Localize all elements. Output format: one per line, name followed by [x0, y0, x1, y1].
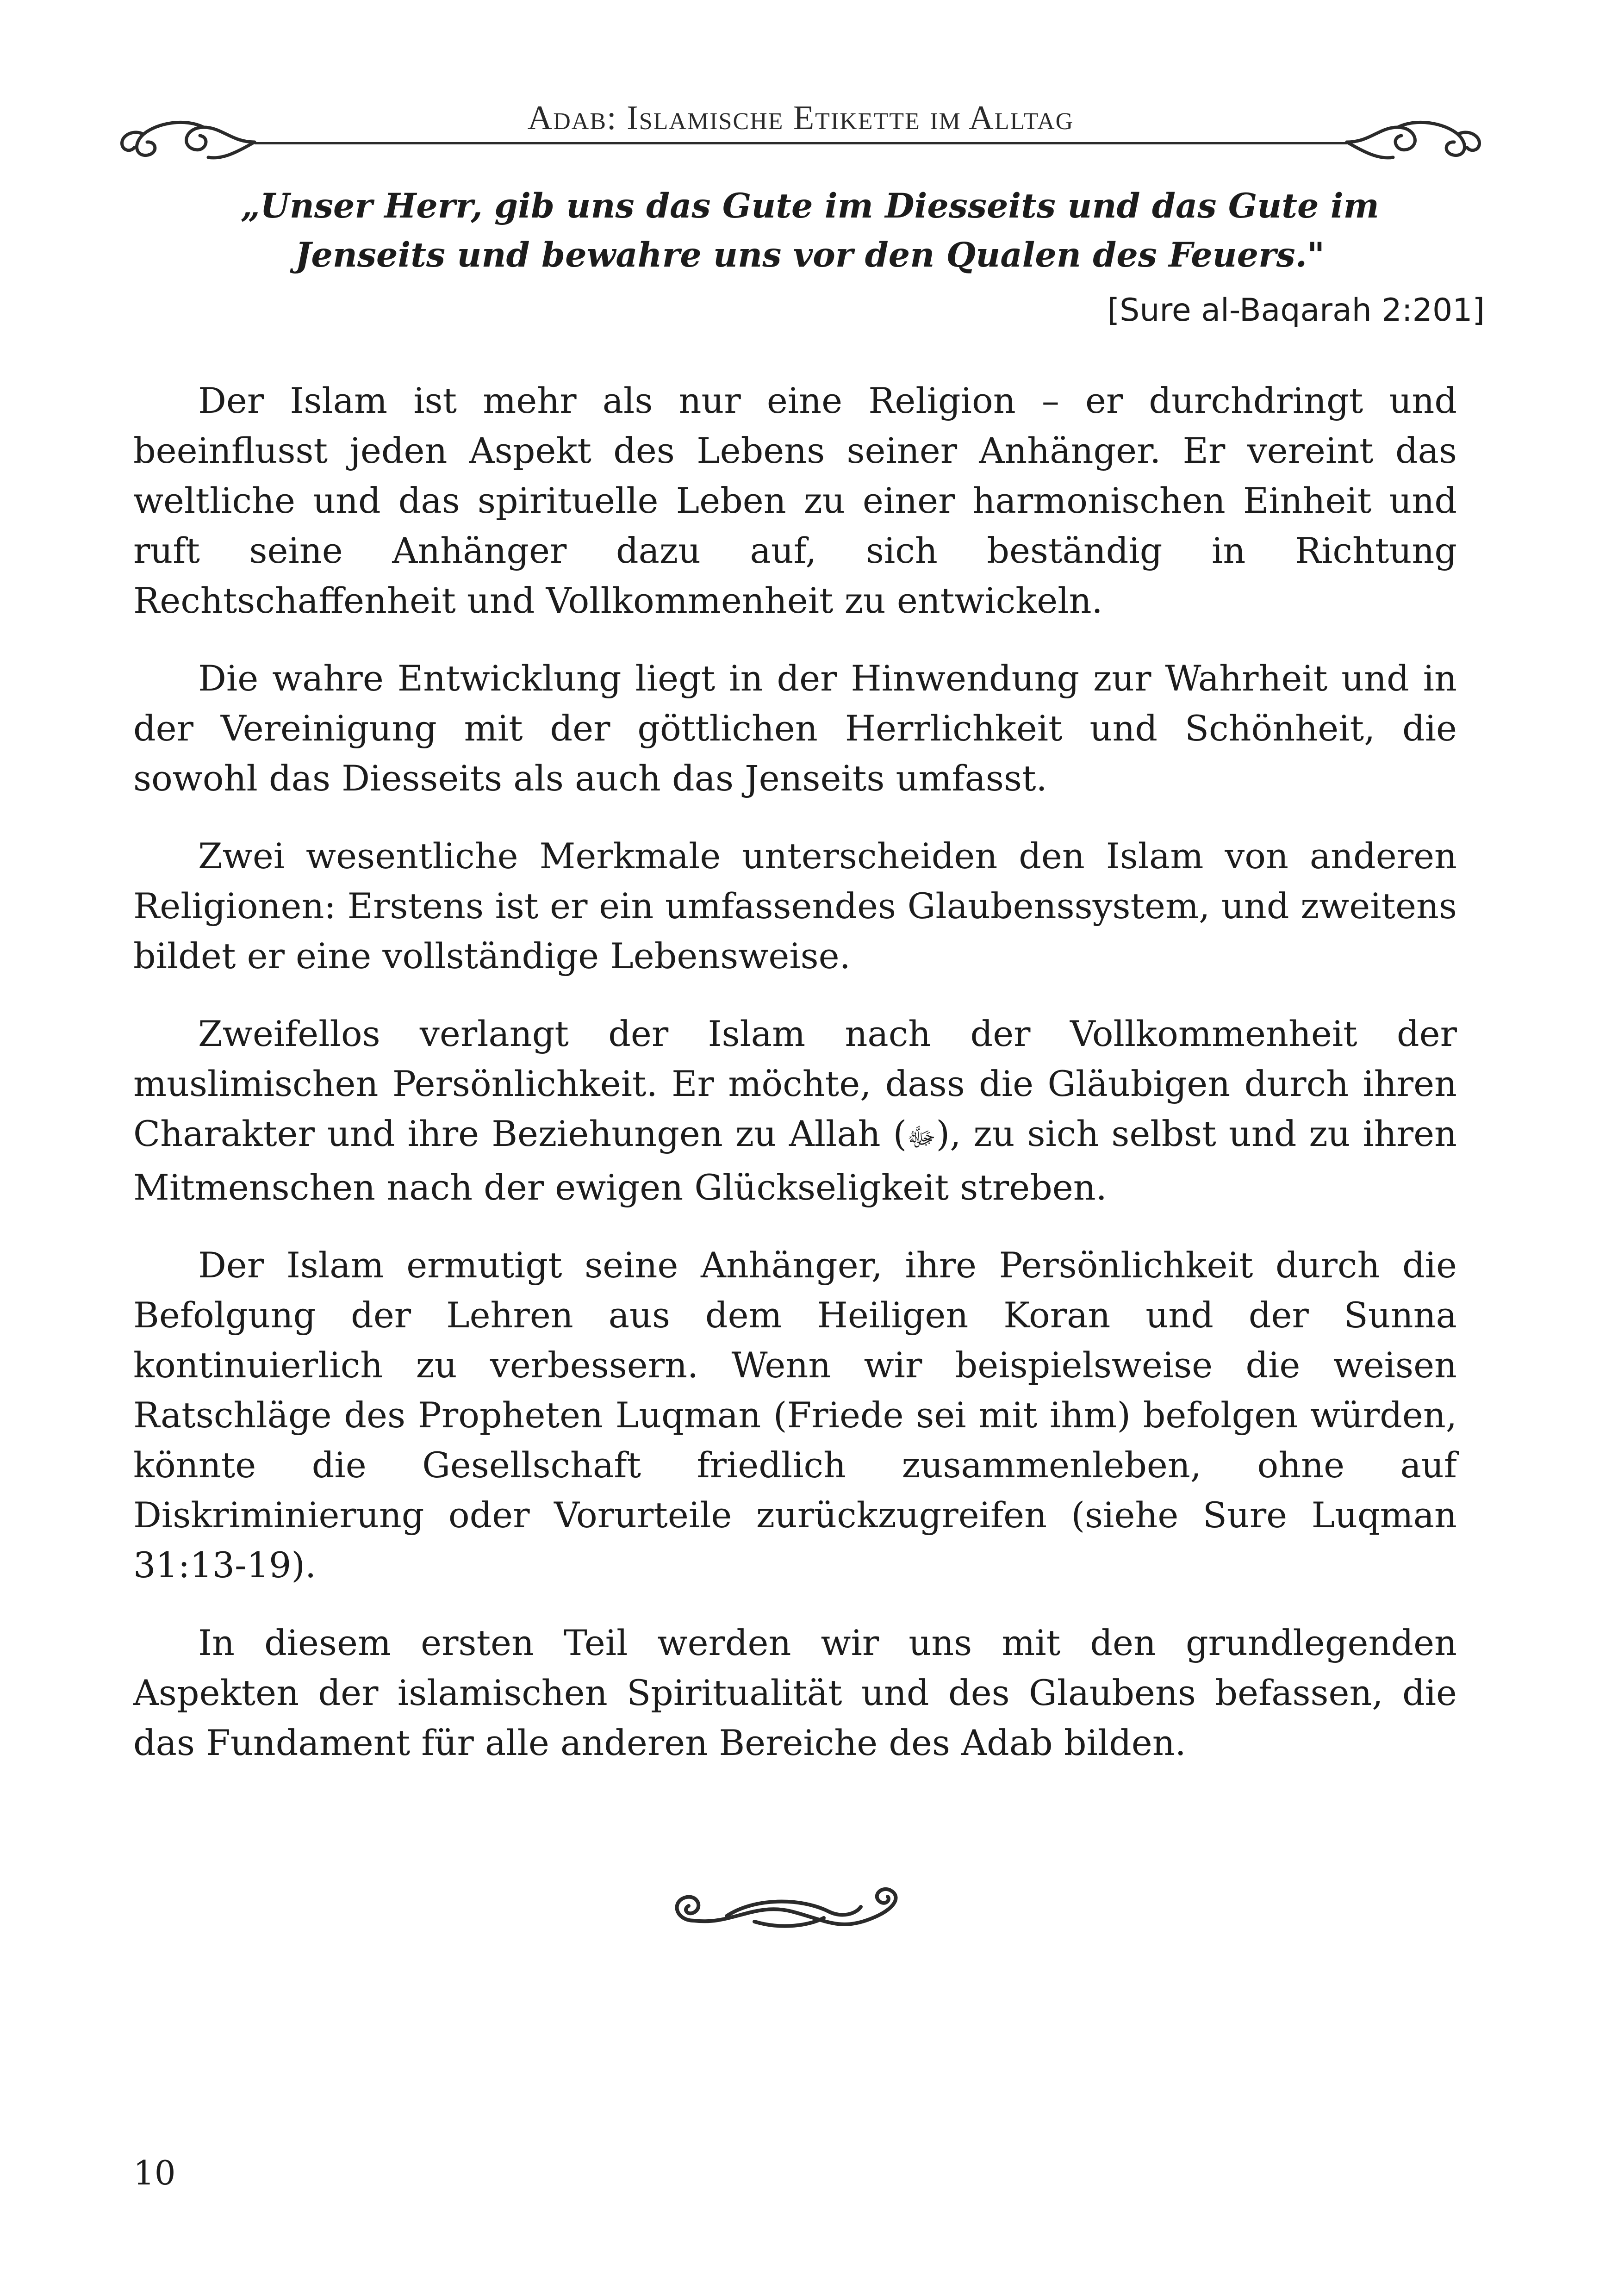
header-divider	[255, 142, 1347, 144]
honorific-glyph: ﷻ	[907, 1122, 936, 1152]
flourish-ornament-icon	[1342, 109, 1486, 174]
flourish-divider-icon	[662, 1870, 921, 1953]
paragraph-5: Der Islam ermutigt seine Anhänger, ihre Persönlichkeit durch die Befolgung der Lehren aus dem Heiligen Koran und der Sunna kontinuierlich zu verbessern. Wenn wir beispielsweise die weisen Ratschläge des Propheten Luqman (Friede sei mit ihm) befolgen würden, könnte die Gesellschaft friedlich zusammenleben, ohne auf Diskriminierung oder Vorurteile zurückzugreifen (siehe Sure Luqman 31:13-19).	[133, 1244, 1457, 1586]
header-title: Adab: Islamische Etikette im Alltag	[527, 99, 1074, 137]
paragraph-4	[133, 1009, 1457, 1213]
quote-reference: [Sure al-Baqarah 2:201]	[1107, 292, 1485, 329]
quran-quote	[134, 181, 1486, 280]
paragraph-2: Die wahre Entwicklung liegt in der Hinwendung zur Wahrheit und in der Vereinigung mit der göttlichen Herrlichkeit und Schönheit, die sowohl das Diesseits als auch das Jenseits umfasst.	[133, 658, 1457, 799]
running-header	[116, 95, 1486, 160]
paragraph-6: In diesem ersten Teil werden wir uns mit den grundlegenden Aspekten der islamischen Spiritualität und des Glaubens befassen, die das Fundament für alle anderen Bereiche des Adab bilden.	[133, 1622, 1457, 1763]
paragraph-1: Der Islam ist mehr als nur eine Religion – er durchdringt und beeinflusst jeden Aspekt des Lebens seiner Anhänger. Er vereint das weltliche und das spirituelle Leben zu einer harmonischen Einheit und ruft seine Anhänger dazu auf, sich beständig in Richtung Rechtschaffenheit und Vollkommenheit zu entwickeln.	[133, 380, 1457, 621]
paragraph-3: Zwei wesentliche Merkmale unterscheiden den Islam von anderen Religionen: Erstens ist er ein umfassendes Glaubenssystem, und zweitens bildet er eine vollständige Lebensweise.	[133, 835, 1457, 977]
paragraph-4-part-2: ), zu sich selbst und zu ihren Mitmenschen nach der ewigen Glückseligkeit streben.	[133, 1113, 1457, 1208]
page-number: 10	[133, 2153, 176, 2192]
quote-line-1: „Unser Herr, gib uns das Gute im Diesseits und das Gute im	[241, 186, 1379, 226]
quote-line-2: Jenseits und bewahre uns vor den Qualen des Feuers."	[295, 235, 1325, 275]
paragraph-4-part-1: Zweifellos verlangt der Islam nach der Vollkommenheit der muslimischen Persönlichkeit. Er möchte, dass die Gläubigen durch ihren Charakter und ihre Beziehungen zu Allah (	[133, 1013, 1457, 1154]
body-text	[133, 376, 1457, 1796]
